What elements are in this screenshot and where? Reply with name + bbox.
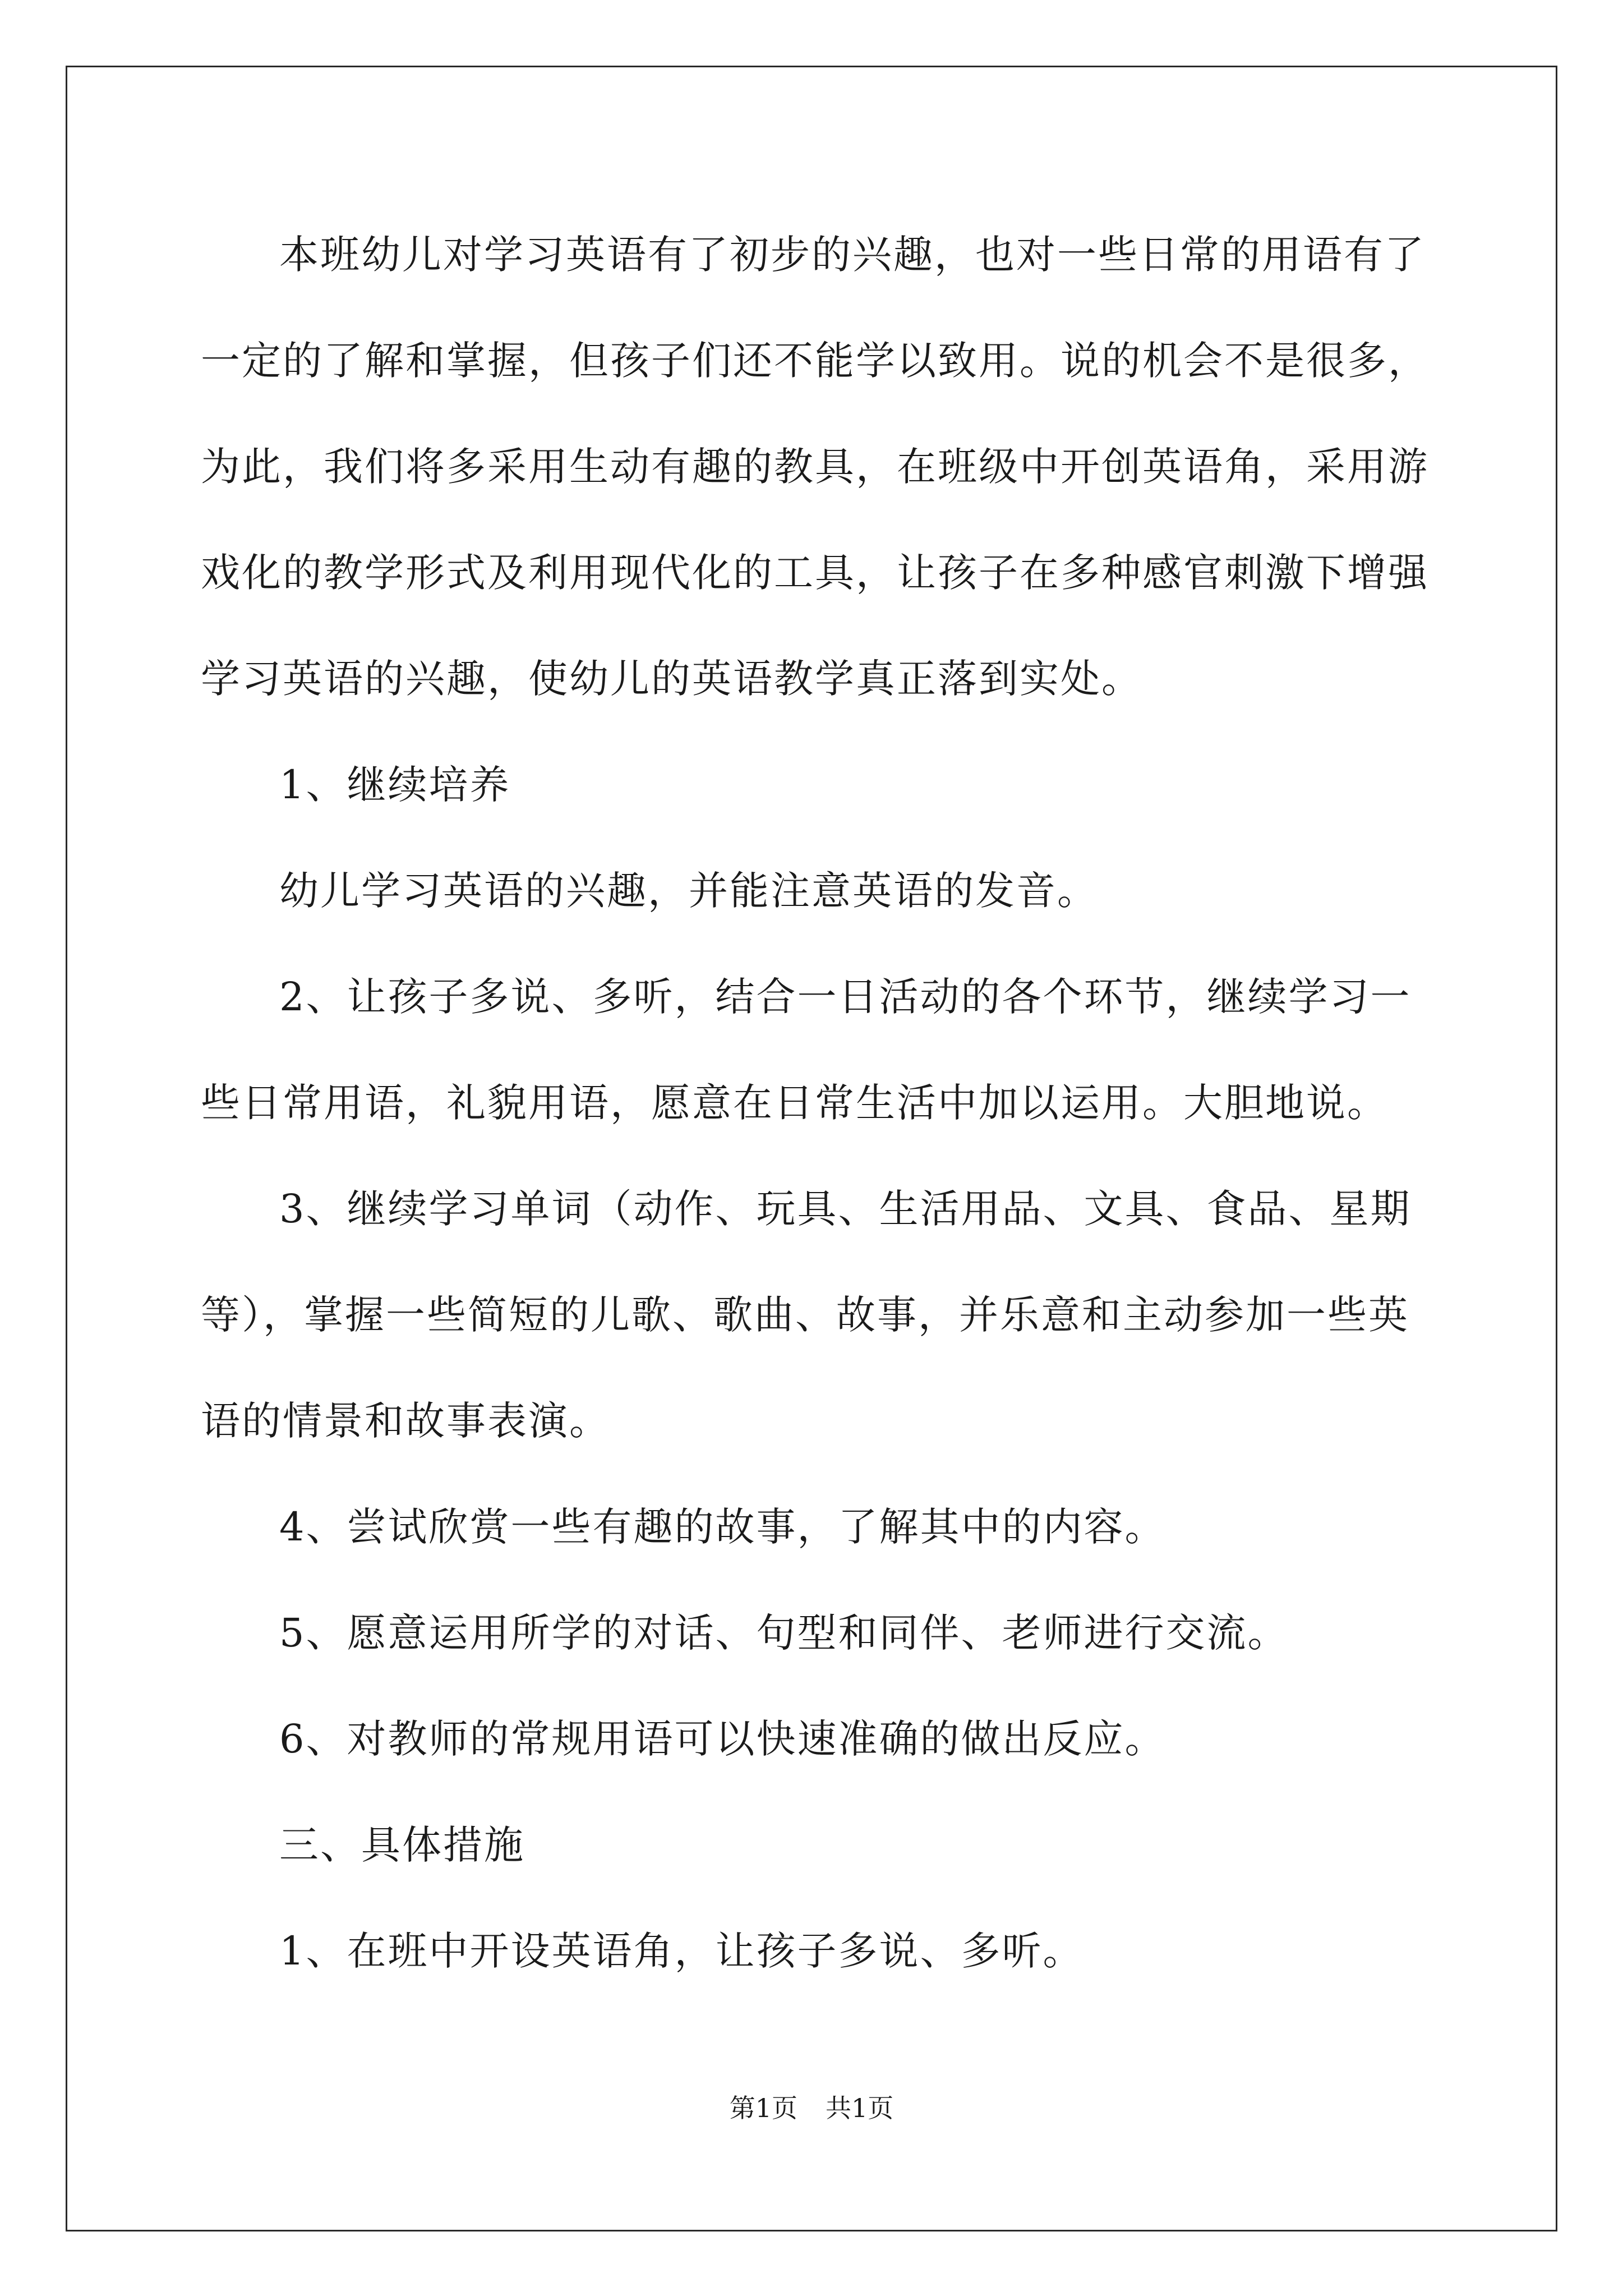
page-number-current: 第1页 — [729, 2093, 797, 2123]
section-heading: 三、具体措施 — [279, 1822, 525, 1868]
page-footer — [0, 2091, 1623, 2125]
paragraph: 3、继续学习单词（动作、玩具、生活用品、文具、食品、星期等），掌握一些简短的儿歌、歌曲、故事，并乐意和主动参加一些英语的情景和故事表演。 — [201, 1186, 1412, 1444]
paragraph: 本班幼儿对学习英语有了初步的兴趣，也对一些日常的用语有了一定的了解和掌握，但孩子们还不能学以致用。说的机会不是很多，为此，我们将多采用生动有趣的教具，在班级中开创英语角，采用游戏化的教学形式及利用现代化的工具，让孩子在多种感官刺激下增强学习英语的兴趣，使幼儿的英语教学真正落到实处。 — [201, 232, 1429, 702]
page-number-total: 共1页 — [826, 2093, 894, 2123]
paragraph: 1、在班中开设英语角，让孩子多说、多听。 — [279, 1928, 1084, 1974]
paragraph: 6、对教师的常规用语可以快速准确的做出反应。 — [279, 1716, 1166, 1762]
paragraph: 2、让孩子多说、多听，结合一日活动的各个环节，继续学习一些日常用语，礼貌用语，愿意在日常生活中加以运用。大胆地说。 — [201, 974, 1412, 1126]
document-body — [201, 202, 1429, 2004]
paragraph: 5、愿意运用所学的对话、句型和同伴、老师进行交流。 — [279, 1610, 1289, 1656]
paragraph: 1、继续培养 — [279, 762, 511, 808]
paragraph: 4、尝试欣赏一些有趣的故事，了解其中的内容。 — [279, 1504, 1166, 1550]
paragraph: 幼儿学习英语的兴趣，并能注意英语的发音。 — [279, 868, 1098, 914]
